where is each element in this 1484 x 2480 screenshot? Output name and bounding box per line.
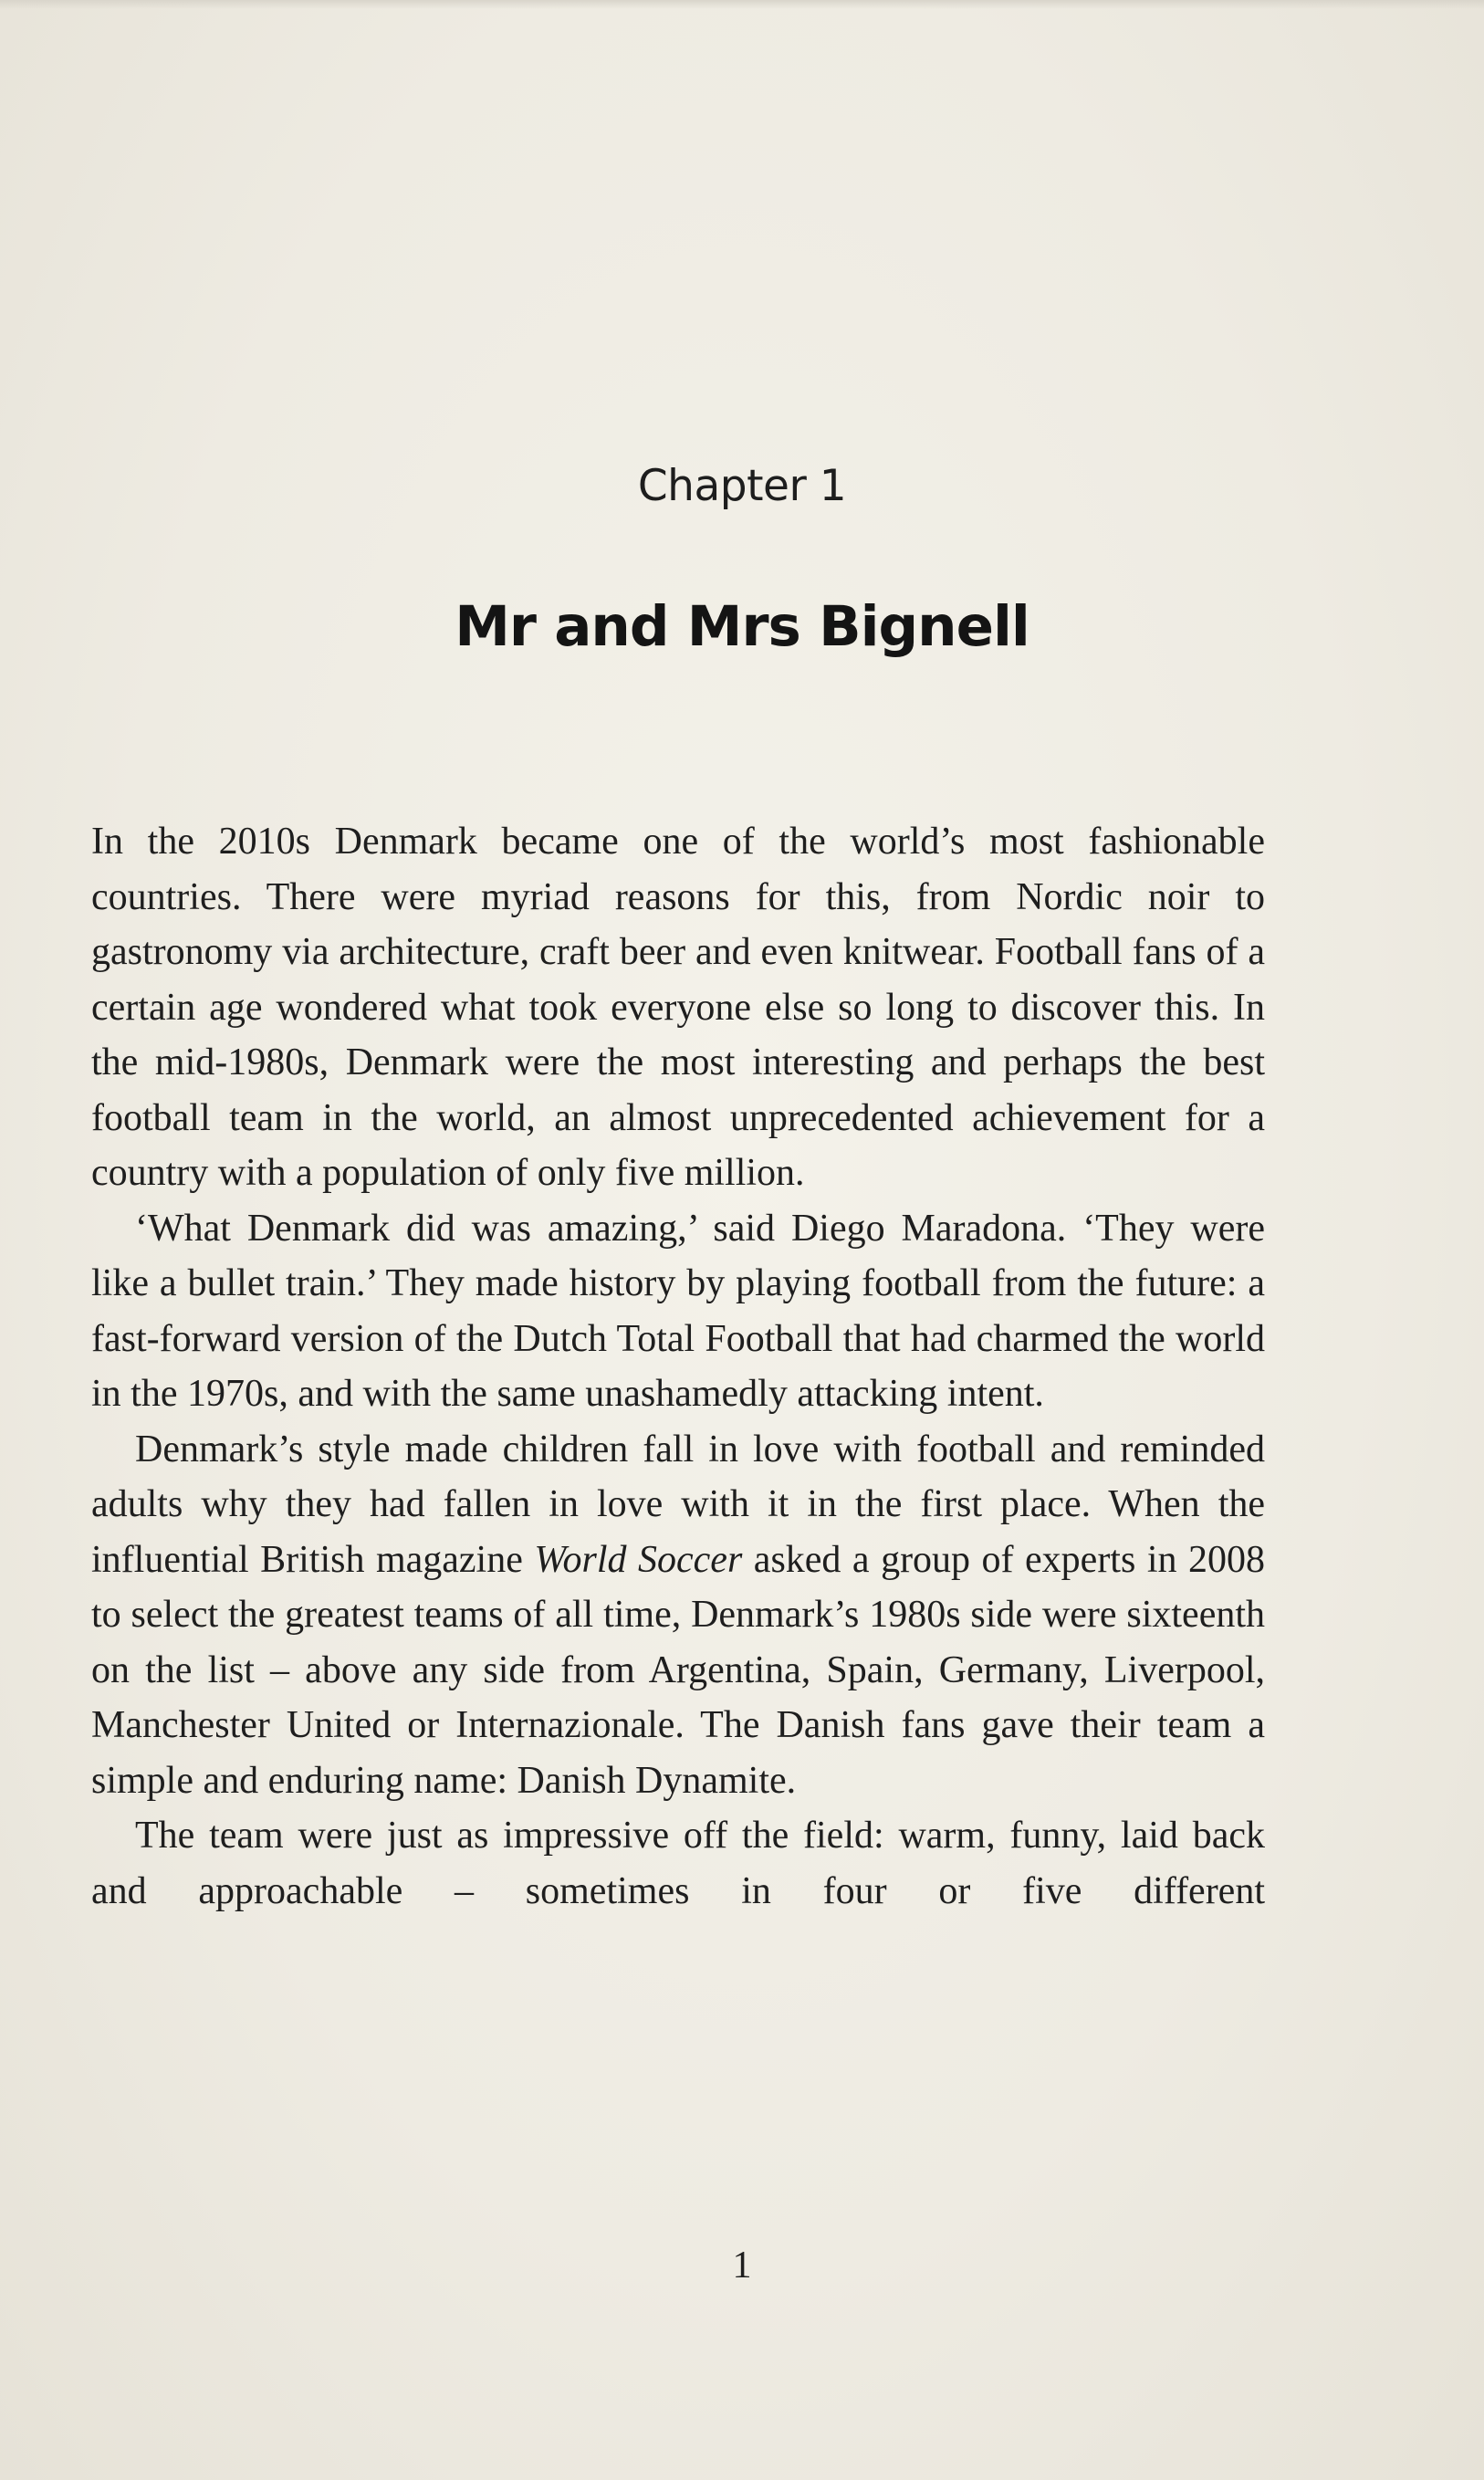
paragraph-4: The team were just as impressive off the field: warm, funny, laid back and approachable – sometimes in four or five different xyxy=(91,1815,1265,1912)
paragraph-1: In the 2010s Denmark became one of the world’s most fashionable countries. There were myriad reasons for this, from Nordic noir to gastronomy via architecture, craft beer and even knitwear. Football fans of a certain age wondered what took everyone else so long to discover this. In the mid-1980s, Denmark were the most interesting and perhaps the best football team in the world, an almost unprecedented achievement for a country with a population of only five million. xyxy=(91,821,1265,1194)
paragraph-2: ‘What Denmark did was amazing,’ said Diego Maradona. ‘They were like a bullet train.’ They made history by playing football from the future: a fast-forward version of the Dutch Total Football that had charmed the world in the 1970s, and with the same unashamedly attacking intent. xyxy=(91,1207,1265,1415)
page-number: 1 xyxy=(732,2245,752,2286)
paragraph-3 xyxy=(91,1422,1265,1809)
chapter-title: Mr and Mrs Bignell xyxy=(455,594,1029,659)
paragraph-3-before: Denmark’s style made children fall in love with football and reminded adults why they had fallen in love with it in the first place. When the influential British magazine xyxy=(91,1428,1265,1581)
magazine-title: World Soccer xyxy=(534,1538,743,1581)
chapter-number: Chapter 1 xyxy=(637,461,847,511)
page-top-edge xyxy=(0,0,1484,9)
body-text xyxy=(91,814,1265,1919)
paragraph-3-after: asked a group of experts in 2008 to select the greatest teams of all time, Denmark’s 1980s side were sixteenth on the list – above any side from Argentina, Spain, Germany, Liverpool, Manchester United or Internazionale. The Danish fans gave their team a simple and enduring name: Danish Dynamite. xyxy=(91,1538,1265,1802)
